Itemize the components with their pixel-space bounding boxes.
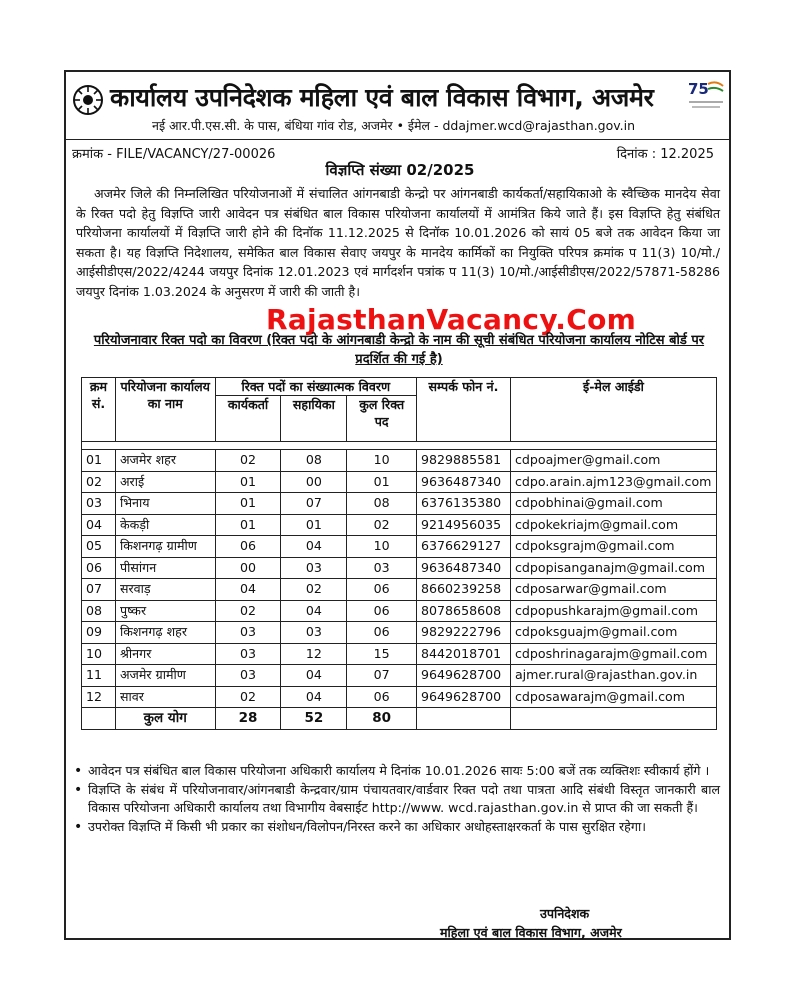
table-row [82, 536, 717, 558]
reference-date: दिनांक : 12.2025 [616, 147, 714, 162]
cell-worker: 03 [215, 643, 281, 665]
note-item: • उपरोक्त विज्ञप्ति में किसी भी प्रकार का संशोधन/विलोपन/निरस्त करने का अधिकार अधोहस्ताक्षरकर्ता के पास सुरक्षित रहेगा। [72, 818, 720, 837]
cell-project: केकड़ी [115, 514, 215, 536]
cell-worker: 02 [215, 600, 281, 622]
cell-sno: 07 [82, 579, 116, 601]
cell-sno: 08 [82, 600, 116, 622]
cell-helper: 04 [281, 536, 347, 558]
svg-text:75: 75 [688, 80, 709, 98]
cell-email: cdposarwar@gmail.com [510, 579, 716, 601]
cell-project: सरवाड़ [115, 579, 215, 601]
table-row [82, 622, 717, 644]
total-phone-cell [417, 708, 511, 730]
header-project: परियोजना कार्यालय का नाम [115, 378, 215, 442]
cell-project: किशनगढ़ शहर [115, 622, 215, 644]
cell-total: 03 [347, 557, 417, 579]
cell-email: cdpoajmer@gmail.com [510, 450, 716, 472]
cell-email: cdpoksgrajm@gmail.com [510, 536, 716, 558]
cell-project: पुष्कर [115, 600, 215, 622]
cell-email: cdposhrinagarajm@gmail.com [510, 643, 716, 665]
cell-helper: 00 [281, 471, 347, 493]
intro-paragraph [76, 184, 720, 301]
header-vacancy-group: रिक्त पदों का संख्यात्मक विवरण [215, 378, 416, 396]
intro-text: अजमेर जिले की निम्नलिखित परियोजनाओं में संचालित आंगनबाडी केन्द्रो पर आंगनबाडी कार्यकर्ता/सहायिकाओ के स्वैच्छिक मानदेय सेवा के रिक्त पदो हेतु विज्ञप्ति जारी आवेदन पत्र संबंधित बाल विकास परियोजना कार्यालयों में आमंत्रित किये जाते हैं। इस विज्ञप्ति हेतु संबंधित परियोजना कार्यालयों में विज्ञप्ति जारी होने की दिनॉक 11.12.2025 से दिनॉक 10.01.2026 को सायं 05 बजे तक आवेदन किया जा सकता है। यह विज्ञप्ति निदेशालय, समेकित बाल विकास सेवाए जयपुर के मानदेय कार्मिकों का नियुक्ति परिपत्र क्रमांक प 11(3) 10/मो./आईसीडीएस/2022/4244 जयपुर दिनांक 12.01.2023 एवं मार्गदर्शन पत्रांक प 11(3) 10/मो./आईसीडीएस/2022/57871-58286 जयपुर दिनांक 1.03.2024 के अनुसरण में जारी की जाती है। [76, 186, 720, 299]
note-item: • विज्ञप्ति के संबंध में परियोजनावार/आंगनबाडी केन्द्रवार/ग्राम पंचायतवार/वार्डवार रिक्त पदो तथा पात्रता आदि संबंधी विस्तृत जानकारी बाल विकास परियोजना अधिकारी कार्यालय तथा विभागीय वेबसाईट http://www. wcd.rajasthan.gov.in से प्राप्त की जा सकती हैं। [72, 781, 720, 818]
cell-helper: 03 [281, 557, 347, 579]
cell-worker: 02 [215, 686, 281, 708]
cell-sno: 05 [82, 536, 116, 558]
cell-sno: 10 [82, 643, 116, 665]
notes-list [72, 762, 720, 836]
cell-total: 06 [347, 600, 417, 622]
cell-helper: 12 [281, 643, 347, 665]
cell-total: 15 [347, 643, 417, 665]
total-worker: 28 [215, 708, 281, 730]
cell-worker: 01 [215, 514, 281, 536]
notice-number: विज्ञप्ति संख्या 02/2025 [325, 161, 475, 179]
header-helper: सहायिका [281, 396, 347, 442]
total-email-cell [510, 708, 716, 730]
header-spacer [82, 442, 717, 450]
cell-email: ajmer.rural@rajasthan.gov.in [510, 665, 716, 687]
cell-project: श्रीनगर [115, 643, 215, 665]
cell-email: cdpo.arain.ajm123@gmail.com [510, 471, 716, 493]
cell-total: 06 [347, 622, 417, 644]
table-row [82, 493, 717, 515]
cell-helper: 04 [281, 600, 347, 622]
cell-total: 08 [347, 493, 417, 515]
office-title: कार्यालय उपनिदेशक महिला एवं बाल विकास विभाग, अजमेर [110, 83, 654, 112]
cell-phone: 9649628700 [417, 686, 511, 708]
cell-total: 01 [347, 471, 417, 493]
cell-worker: 01 [215, 471, 281, 493]
cell-project: अजमेर ग्रामीण [115, 665, 215, 687]
cell-phone: 8078658608 [417, 600, 511, 622]
cell-sno: 02 [82, 471, 116, 493]
total-label: कुल योग [115, 708, 215, 730]
cell-total: 10 [347, 536, 417, 558]
note-item: • आवेदन पत्र संबंधित बाल विकास परियोजना अधिकारी कार्यालय मे दिनांक 10.01.2026 सायः 5:00 बजें तक व्यक्तिशः स्वीकार्य होंगे । [72, 762, 720, 781]
cell-helper: 03 [281, 622, 347, 644]
cell-email: cdpoksguajm@gmail.com [510, 622, 716, 644]
cell-phone: 6376629127 [417, 536, 511, 558]
cell-sno: 11 [82, 665, 116, 687]
table-body [82, 450, 717, 708]
azadi-ka-amrit-mahotsav-icon [686, 78, 726, 114]
section-heading: परियोजनावार रिक्त पदो का विवरण (रिक्त पदो के आंगनबाडी केन्द्रो के नाम की सूची संबंधित परियोजना कार्यालय नोटिस बोर्ड पर प्रदर्शित की गई है) [93, 333, 705, 367]
office-address: नई आर.पी.एस.सी. के पास, बंधिया गांव रोड, अजमेर • ईमेल - ddajmer.wcd@rajasthan.gov.in [152, 118, 636, 133]
cell-project: किशनगढ़ ग्रामीण [115, 536, 215, 558]
cell-worker: 04 [215, 579, 281, 601]
cell-project: पीसांगन [115, 557, 215, 579]
cell-total: 07 [347, 665, 417, 687]
cell-total: 02 [347, 514, 417, 536]
cell-email: cdpokekriajm@gmail.com [510, 514, 716, 536]
cell-project: सावर [115, 686, 215, 708]
total-sno-cell [82, 708, 116, 730]
cell-project: अराई [115, 471, 215, 493]
cell-worker: 00 [215, 557, 281, 579]
watermark: RajasthanVacancy.Com [266, 303, 637, 336]
header-email: ई-मेल आईडी [510, 378, 716, 442]
cell-worker: 06 [215, 536, 281, 558]
vacancy-table [81, 377, 717, 730]
cell-helper: 02 [281, 579, 347, 601]
cell-total: 06 [347, 686, 417, 708]
cell-helper: 07 [281, 493, 347, 515]
cell-phone: 8660239258 [417, 579, 511, 601]
header-total: कुल रिक्त पद [347, 396, 417, 442]
cell-helper: 08 [281, 450, 347, 472]
cell-email: cdpopisanganajm@gmail.com [510, 557, 716, 579]
table-row [82, 514, 717, 536]
table-row [82, 579, 717, 601]
cell-helper: 01 [281, 514, 347, 536]
table-row [82, 471, 717, 493]
cell-phone: 9829885581 [417, 450, 511, 472]
table-row [82, 686, 717, 708]
cell-phone: 9214956035 [417, 514, 511, 536]
total-row [82, 708, 717, 730]
cell-worker: 01 [215, 493, 281, 515]
cell-total: 06 [347, 579, 417, 601]
cell-sno: 03 [82, 493, 116, 515]
table-row [82, 600, 717, 622]
signatory-department: महिला एवं बाल विकास विभाग, अजमेर [440, 925, 622, 940]
cell-project: भिनाय [115, 493, 215, 515]
cell-phone: 9649628700 [417, 665, 511, 687]
table-row [82, 557, 717, 579]
table-row [82, 643, 717, 665]
cell-helper: 04 [281, 665, 347, 687]
cell-email: cdpobhinai@gmail.com [510, 493, 716, 515]
header-divider [64, 139, 731, 140]
header-phone: सम्पर्क फोन नं. [417, 378, 511, 442]
cell-worker: 03 [215, 622, 281, 644]
cell-helper: 04 [281, 686, 347, 708]
cell-sno: 04 [82, 514, 116, 536]
cell-sno: 06 [82, 557, 116, 579]
total-helper: 52 [281, 708, 347, 730]
signature-block [440, 904, 720, 942]
cell-phone: 6376135380 [417, 493, 511, 515]
table-row [82, 450, 717, 472]
cell-phone: 9829222796 [417, 622, 511, 644]
header-worker: कार्यकर्ता [215, 396, 281, 442]
cell-phone: 9636487340 [417, 557, 511, 579]
header-sno: क्रम सं. [82, 378, 116, 442]
cell-email: cdpopushkarajm@gmail.com [510, 600, 716, 622]
cell-email: cdposawarajm@gmail.com [510, 686, 716, 708]
cell-phone: 8442018701 [417, 643, 511, 665]
reference-number: क्रमांक - FILE/VACANCY/27-00026 [72, 147, 276, 162]
cell-project: अजमेर शहर [115, 450, 215, 472]
cell-worker: 03 [215, 665, 281, 687]
table-row [82, 665, 717, 687]
signatory-designation: उपनिदेशक [540, 906, 590, 921]
cell-sno: 09 [82, 622, 116, 644]
cell-phone: 9636487340 [417, 471, 511, 493]
cell-sno: 12 [82, 686, 116, 708]
emblem-icon [72, 84, 104, 116]
cell-worker: 02 [215, 450, 281, 472]
cell-total: 10 [347, 450, 417, 472]
cell-sno: 01 [82, 450, 116, 472]
total-total: 80 [347, 708, 417, 730]
